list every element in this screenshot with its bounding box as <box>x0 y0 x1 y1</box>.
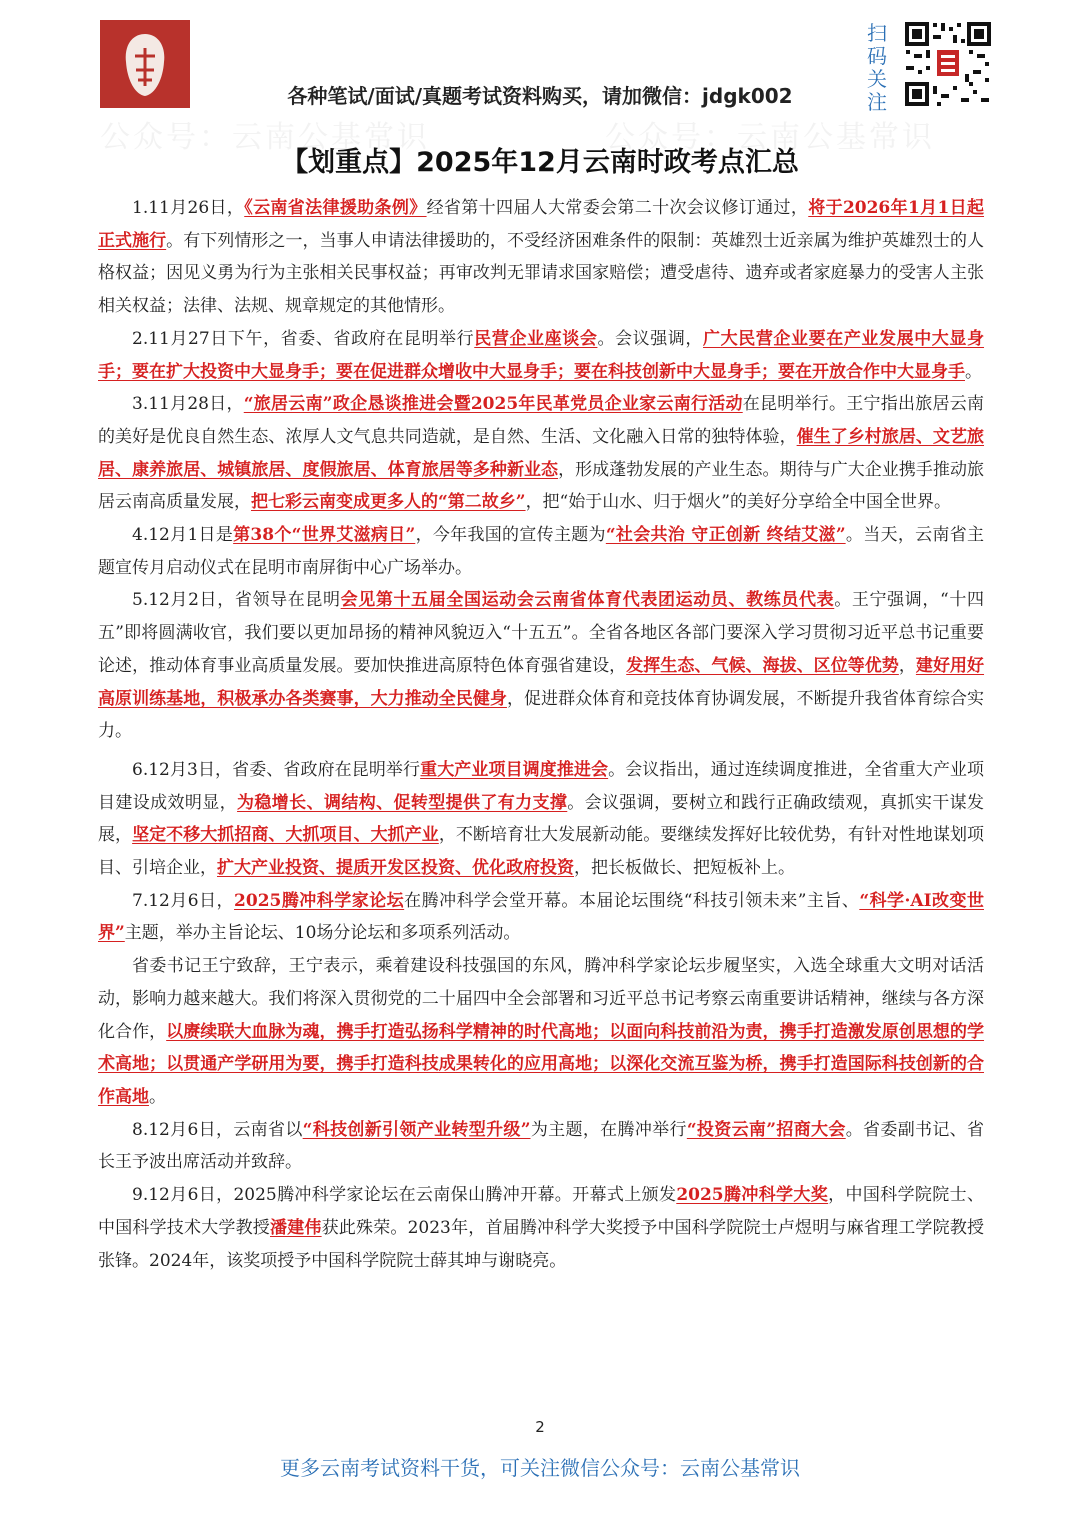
highlighted-text: 会见第十五届全国运动会云南省体育代表团运动员、教练员代表 <box>340 590 835 611</box>
news-item <box>98 885 984 950</box>
news-item <box>98 519 984 584</box>
highlighted-text: 2025腾冲科学大奖 <box>676 1185 829 1206</box>
body-text: 为主题，在腾冲举行 <box>530 1119 687 1140</box>
scan-follow-label: 扫码关注 <box>867 21 887 114</box>
content-body <box>98 192 984 1277</box>
body-text: 省委书记王宁致辞，王宁表示，乘着建设科技强国的东风，腾冲科学家论坛步履坚实，入选全球重大文明对话活动，影响力越来越大。我们将深入贯彻党的二十届四中全会部署和习近平总书记考察云南重要讲话精神，继续与各方深化合作， <box>98 956 984 1042</box>
highlighted-text: 广大民营企业要在产业发展中大显身手；要在扩大投资中大显身手；要在促进群众增收中大显身手；要在科技创新中大显身手；要在开放合作中大显身手 <box>98 328 985 382</box>
news-item <box>98 1179 984 1277</box>
news-item <box>98 323 984 388</box>
highlighted-text: 第38个“世界艾滋病日” <box>233 525 416 546</box>
logo-icon <box>100 20 190 108</box>
highlighted-text: 2025腾冲科学家论坛 <box>234 890 405 911</box>
news-item <box>98 584 984 748</box>
highlighted-text: 重大产业项目调度推进会 <box>420 759 609 780</box>
page-number: 2 <box>535 1418 545 1436</box>
body-text: 。当天，云南省主题宣传月启动仪式在昆明市南屏街中心广场举办。 <box>98 525 984 578</box>
highlighted-text: 发挥生态、气候、海拔、区位等优势 <box>626 655 899 676</box>
highlighted-text: “旅居云南”政企恳谈推进会暨2025年民革党员企业家云南行活动 <box>243 394 743 415</box>
highlighted-text: 扩大产业投资、提质开发区投资、优化政府投资 <box>217 858 574 879</box>
body-text: 在腾冲科学会堂开幕。本届论坛围绕“科技引领未来”主旨、 <box>404 890 860 911</box>
body-text: ，把长板做长、把短板补上。 <box>574 858 795 879</box>
body-text: ，不断培育壮大发展新动能。要继续发挥好比较优势，有针对性地谋划项目、引培企业， <box>98 825 985 879</box>
highlighted-text: 潘建伟 <box>270 1217 322 1238</box>
highlighted-text: 《云南省法律援助条例》 <box>244 198 427 218</box>
body-text: 。会议强调，要树立和践行正确政绩观，真抓实干谋发展， <box>98 792 985 846</box>
body-text: 。有下列情形之一，当事人申请法律援助的，不受经济困难条件的限制：英雄烈士近亲属为维护英雄烈士的人格权益；因见义勇为行为主张相关民事权益；再审改判无罪请求国家赔偿；遭受虐待、遗弃或者家庭暴力的受害人主张相关权益；法律、法规、规章规定的其他情形。 <box>98 230 985 317</box>
qr-code-icon <box>903 20 993 108</box>
body-text: ， <box>898 655 916 676</box>
body-text: 获此殊荣。2023年，首届腾冲科学大奖授予中国科学院院士卢煜明与麻省理工学院教授张锋。2024年，该奖项授予中国科学院院士薛其坤与谢晓亮。 <box>98 1217 985 1271</box>
body-text: 。王宁强调，“十四五”即将圆满收官，我们要以更加昂扬的精神风貌迈入“十五五”。全省各地区各部门要深入学习贯彻习近平总书记重要论述，推动体育事业高质量发展。要加快推进高原特色体育强省建设， <box>98 590 984 676</box>
body-text: 7.12月6日， <box>132 890 235 911</box>
body-text: 4.12月1日是 <box>132 525 234 546</box>
highlighted-text: 民营企业座谈会 <box>474 328 598 349</box>
logo <box>100 20 190 108</box>
watermark: 公众号：云南公基常识 <box>100 120 430 155</box>
page-title: 【划重点】2025年12月云南时政考点汇总 <box>281 147 799 178</box>
body-text: 。 <box>965 361 982 382</box>
body-text: 。会议强调， <box>597 328 704 349</box>
footer-note: 更多云南考试资料干货，可关注微信公众号：云南公基常识 <box>280 1456 800 1480</box>
highlighted-text: “社会共治 守正创新 终结艾滋” <box>605 525 846 546</box>
highlighted-text: 以赓续联大血脉为魂，携手打造弘扬科学精神的时代高地；以面向科技前沿为责，携手打造激发原创思想的学术高地；以贯通产学研用为要，携手打造科技成果转化的应用高地；以深化交流互鉴为桥，携手打造国际科技创新的合作高地 <box>98 1021 985 1107</box>
qr-code[interactable] <box>903 20 993 108</box>
highlighted-text: 为稳增长、调结构、促转型提供了有力支撑 <box>237 792 568 813</box>
watermark: 公众号：云南公基常识 <box>605 120 935 155</box>
highlighted-text: 建好用好高原训练基地，积极承办各类赛事，大力推动全民健身 <box>98 655 985 709</box>
highlighted-text: “科学·AI改变世界” <box>98 890 984 944</box>
body-text: 1.11月26日， <box>132 198 245 218</box>
body-text: 6.12月3日，省委、省政府在昆明举行 <box>132 759 421 780</box>
body-text: 在昆明举行。王宁指出旅居云南的美好是优良自然生态、浓厚人文气息共同造就，是自然、生活、文化融入日常的独特体验， <box>98 394 985 447</box>
news-item <box>98 388 984 519</box>
purchase-notice: 各种笔试/面试/真题考试资料购买，请加微信：jdgk002 <box>287 84 793 108</box>
highlighted-text: 将于2026年1月1日起正式施行 <box>98 198 985 251</box>
body-text: ，把“始于山水、归于烟火”的美好分享给全中国全世界。 <box>525 492 951 513</box>
body-text: 。省委副书记、省长王予波出席活动并致辞。 <box>98 1119 985 1173</box>
highlighted-text: 把七彩云南变成更多人的“第二故乡” <box>251 492 526 513</box>
highlighted-text: “投资云南”招商大会 <box>686 1119 846 1140</box>
body-text: ，促进群众体育和竞技体育协调发展，不断提升我省体育综合实力。 <box>98 688 985 742</box>
news-item <box>98 1114 984 1179</box>
body-text: 8.12月6日，云南省以 <box>132 1119 303 1140</box>
body-text: 5.12月2日，省领导在昆明 <box>132 590 341 611</box>
body-text: ，形成蓬勃发展的产业生态。期待与广大企业携手推动旅居云南高质量发展， <box>98 459 985 513</box>
body-text: ，今年我国的宣传主题为 <box>415 525 606 546</box>
body-text: 。 <box>149 1086 166 1107</box>
body-text: 3.11月28日， <box>132 394 244 415</box>
news-item <box>98 192 984 323</box>
news-item <box>98 754 984 885</box>
highlighted-text: 坚定不移大抓招商、大抓项目、大抓产业 <box>132 825 439 846</box>
body-text: 2.11月27日下午，省委、省政府在昆明举行 <box>132 328 475 349</box>
body-text: 经省第十四届人大常委会第二十次会议修订通过， <box>426 198 809 218</box>
news-item <box>98 950 984 1114</box>
highlighted-text: “科技创新引领产业转型升级” <box>302 1119 531 1140</box>
body-text: 9.12月6日，2025腾冲科学家论坛在云南保山腾冲开幕。开幕式上颁发 <box>132 1185 677 1206</box>
body-text: 主题，举办主旨论坛、10场分论坛和多项系列活动。 <box>124 923 521 944</box>
body-text: ，中国科学院院士、中国科学技术大学教授 <box>98 1185 985 1238</box>
body-text: 。会议指出，通过连续调度推进，全省重大产业项目建设成效明显， <box>98 759 985 813</box>
highlighted-text: 催生了乡村旅居、文艺旅居、康养旅居、城镇旅居、度假旅居、体育旅居等多种新业态 <box>98 426 985 480</box>
